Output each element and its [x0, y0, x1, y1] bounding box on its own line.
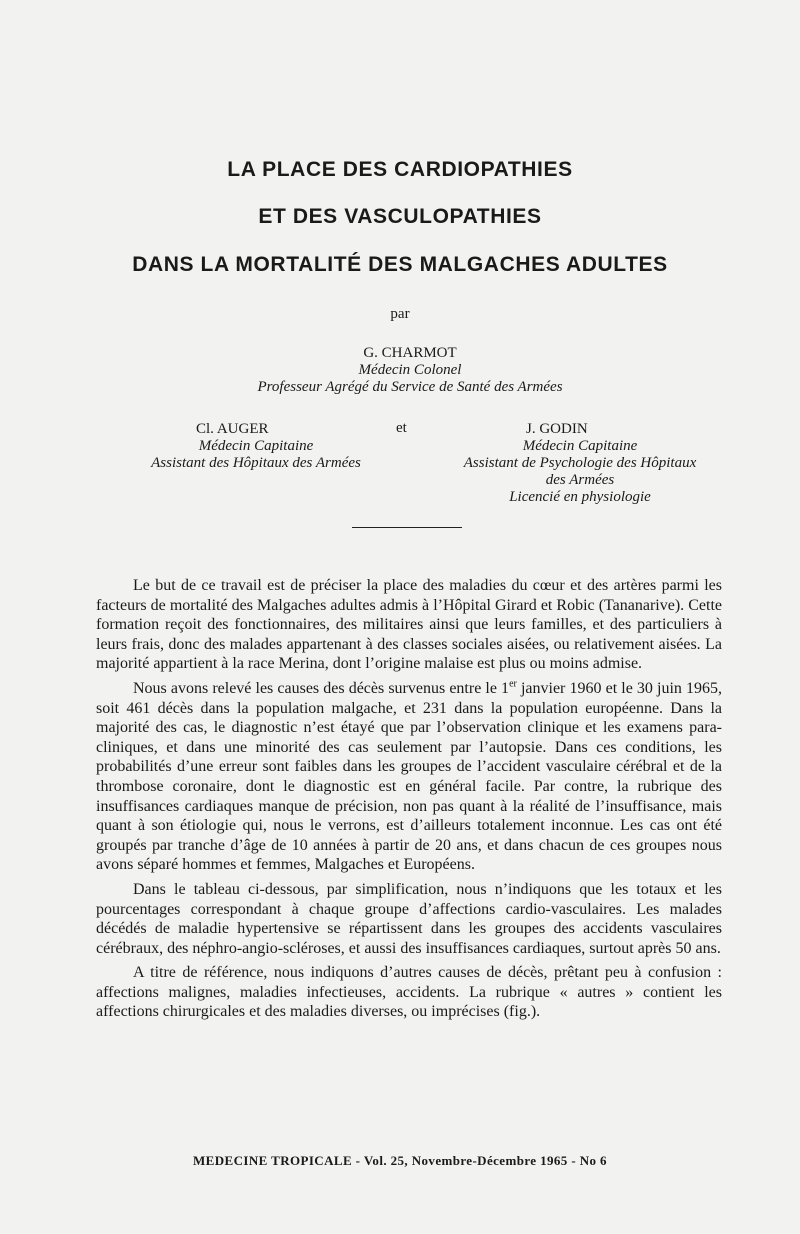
coauthor-right-position-line-1: Assistant de Psychologie des Hôpitaux [463, 455, 697, 471]
coauthor-right-name: J. GODIN [526, 421, 588, 437]
paragraph-2-start: Nous avons relevé les causes des décès survenus entre le 1 [133, 679, 510, 697]
main-author [230, 344, 590, 396]
coauthor-right [430, 420, 730, 506]
ordinal-suffix: er [509, 678, 517, 690]
paragraph-2-rest: janvier 1960 et le 30 juin 1965, soit 461 décès dans la population malgache, et 231 dans la population européenne. Dans la majorité des cas, le diagnostic n’est étayé que par l’observation clinique et les examens para-cliniques, et dans une minorité des cas seulement par l’autopsie. Dans ces conditions, les probabilités d’une erreur sont faibles dans les groupes de l’accident vasculaire cérébral et de la thrombose coronaire, dont le diagnostic est en général facile. Par contre, la rubrique des insuffisances cardiaques manque de précision, non pas quant à la réalité de l’insuffisance, mais quant à son étiologie qui, nous le verrons, est d’ailleurs totalement inconnue. Les cas ont été groupés par tranche d’âge de 10 années à partir de 20 ans, et dans chacun de ces groupes nous avons séparé hommes et femmes, Malgaches et Européens. [96, 679, 723, 874]
coauthor-left-rank: Médecin Capitaine [198, 438, 314, 454]
coauthor-left [126, 420, 386, 472]
main-author-position: Professeur Agrégé du Service de Santé des Armées [257, 379, 563, 395]
journal-footer: MEDECINE TROPICALE - Vol. 25, Novembre-Décembre 1965 - No 6 [193, 1153, 607, 1168]
coauthor-right-degree: Licencié en physiologie [509, 489, 651, 505]
article-title-line-2: ET DES VASCULOPATHIES [258, 205, 542, 228]
article-body [96, 576, 722, 1027]
article-title-line-1: LA PLACE DES CARDIOPATHIES [227, 158, 573, 181]
article-title-line-3: DANS LA MORTALITÉ DES MALGACHES ADULTES [132, 253, 668, 276]
by-label: par [390, 306, 410, 322]
main-author-rank: Médecin Colonel [358, 362, 462, 378]
coauthor-right-rank: Médecin Capitaine [522, 438, 638, 454]
section-divider [352, 527, 462, 528]
coauthor-left-position: Assistant des Hôpitaux des Armées [151, 455, 361, 471]
paragraph-4: A titre de référence, nous indiquons d’autres causes de décès, prêtant peu à confusion : affections malignes, maladies infectieuses, accidents. La rubrique « autres » contient les affections chirurgicales et des maladies diverses, ou imprécises (fig.). [96, 964, 722, 1021]
coauthor-right-position-line-2: des Armées [545, 472, 615, 488]
paragraph-3: Dans le tableau ci-dessous, par simplification, nous n’indiquons que les totaux et les pourcentages correspondant à chaque groupe d’affections cardio-vasculaires. Les malades décédés de maladie hypertensive se répartissent dans les groupes des accidents vasculaires cérébraux, des néphro-angio-scléroses, et aussi des insuffisances cardiaques, surtout après 50 ans. [96, 880, 722, 957]
paragraph-1: Le but de ce travail est de préciser la place des maladies du cœur et des artères parmi les facteurs de mortalité des Malgaches adultes admis à l’Hôpital Girard et Robic (Tananarive). Cette formation reçoit des fonctionnaires, des militaires ainsi que leurs familles, et des particuliers à leurs frais, donc des malades appartenant à des classes sociales aisées, ou relativement aisées. La majorité appartient à la race Merina, dont l’origine malaise est plus ou moins admise. [96, 577, 722, 673]
main-author-name: G. CHARMOT [363, 345, 457, 361]
and-label: et [396, 420, 407, 436]
coauthor-left-name: Cl. AUGER [196, 421, 269, 437]
paragraph-2 [96, 679, 722, 875]
